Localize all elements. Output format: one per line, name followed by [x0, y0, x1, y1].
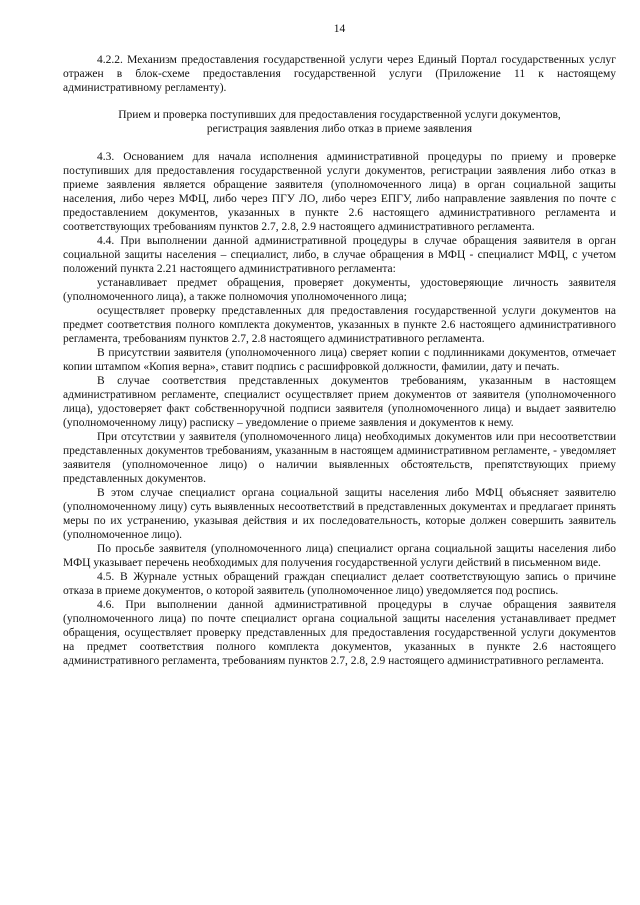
paragraph-4-4: 4.4. При выполнении данной административной процедуры в случае обращения заявителя в орган социальной защиты населения – специалист, либо, в случае обращения в МФЦ - специалист МФЦ, с учетом положений пункта 2.21 настоящего административного регламента: — [63, 235, 616, 275]
paragraph-explains-discrepancies: В этом случае специалист органа социальной защиты населения либо МФЦ объясняет заявителю (уполномоченному лицу) суть выявленных несоответствий в представленных документах и предлагает принять меры по их устранению, указывая действия и их последовательность, которые должен совершить заявитель (уполномоченное лицо). — [63, 487, 616, 541]
paragraph-4-3: 4.3. Основанием для начала исполнения административной процедуры по приему и проверке поступивших для предоставления государственной услуги документов, регистрации заявления либо отказ в приеме заявления является обращение заявителя (уполномоченного лица) в орган социальной защиты населения, либо через МФЦ, либо через ПГУ ЛО, либо через ЕПГУ, либо направление заявления по почте с предоставлением документов, указанных в пункте 2.6 настоящего административного регламента и соответствующих требованиям пунктов 2.7, 2.8, 2.9 настоящего административного регламента. — [63, 151, 616, 233]
paragraph-4-5: 4.5. В Журнале устных обращений граждан специалист делает соответствующую запись о причине отказа в приеме документов, о которой заявитель (уполномоченное лицо) уведомляется под роспись. — [63, 571, 616, 597]
page-number: 14 — [333, 23, 346, 35]
paragraph-4-6: 4.6. При выполнении данной административной процедуры в случае обращения заявителя (уполномоченного лица) по почте специалист органа социальной защиты населения устанавливает предмет обращения, осуществляет проверку представленных для предоставления государственной услуги документов на предмет соответствия полного комплекта документов, указанных в пункте 2.6 настоящего административного регламента, требованиям пунктов 2.7, 2.8, 2.9 настоящего административного регламента. — [63, 599, 616, 667]
paragraph-accepts-documents: В случае соответствия представленных документов требованиям, указанным в настоящем административном регламенте, специалист осуществляет прием документов от заявителя (уполномоченного лица), удостоверяет факт собственноручной подписи заявителя (уполномоченного лица) и выдает заявителю (уполномоченному лицу) расписку – уведомление о приеме заявления и документов к нему. — [63, 375, 616, 429]
paragraph-4-2-2: 4.2.2. Механизм предоставления государственной услуги через Единый Портал государственных услуг отражен в блок-схеме предоставления государственной услуги (Приложение 11 к настоящему административному регламенту). — [63, 54, 616, 94]
section-heading — [63, 108, 616, 136]
paragraph-verifies-copies: В присутствии заявителя (уполномоченного лица) сверяет копии с подлинниками документов, отмечает копии штампом «Копия верна», ставит подпись с расшифровкой должности, фамилии, дату и печать. — [63, 347, 616, 373]
section-heading-line-1: Прием и проверка поступивших для предоставления государственной услуги документов, — [118, 109, 561, 121]
paragraph-checks-documents: осуществляет проверку представленных для предоставления государственной услуги документов на предмет соответствия полного комплекта документов, указанных в пункте 2.6 настоящего административного регламента, требованиям пунктов 2.7, 2.8 настоящего административного регламента. — [63, 305, 616, 345]
section-heading-line-2: регистрация заявления либо отказ в приеме заявления — [206, 123, 473, 135]
paragraph-establishes-subject: устанавливает предмет обращения, проверяет документы, удостоверяющие личность заявителя (уполномоченного лица), а также полномочия уполномоченного лица; — [63, 277, 616, 303]
paragraph-written-list: По просьбе заявителя (уполномоченного лица) специалист органа социальной защиты населения либо МФЦ указывает перечень необходимых для получения государственной услуги действий в письменном виде. — [63, 543, 616, 569]
paragraph-missing-documents: При отсутствии у заявителя (уполномоченного лица) необходимых документов или при несоответствии представленных документов требованиям, указанным в настоящем административном регламенте, - уведомляет заявителя (уполномоченное лицо) о наличии выявленных обстоятельств, препятствующих приему представленных документов. — [63, 431, 616, 485]
